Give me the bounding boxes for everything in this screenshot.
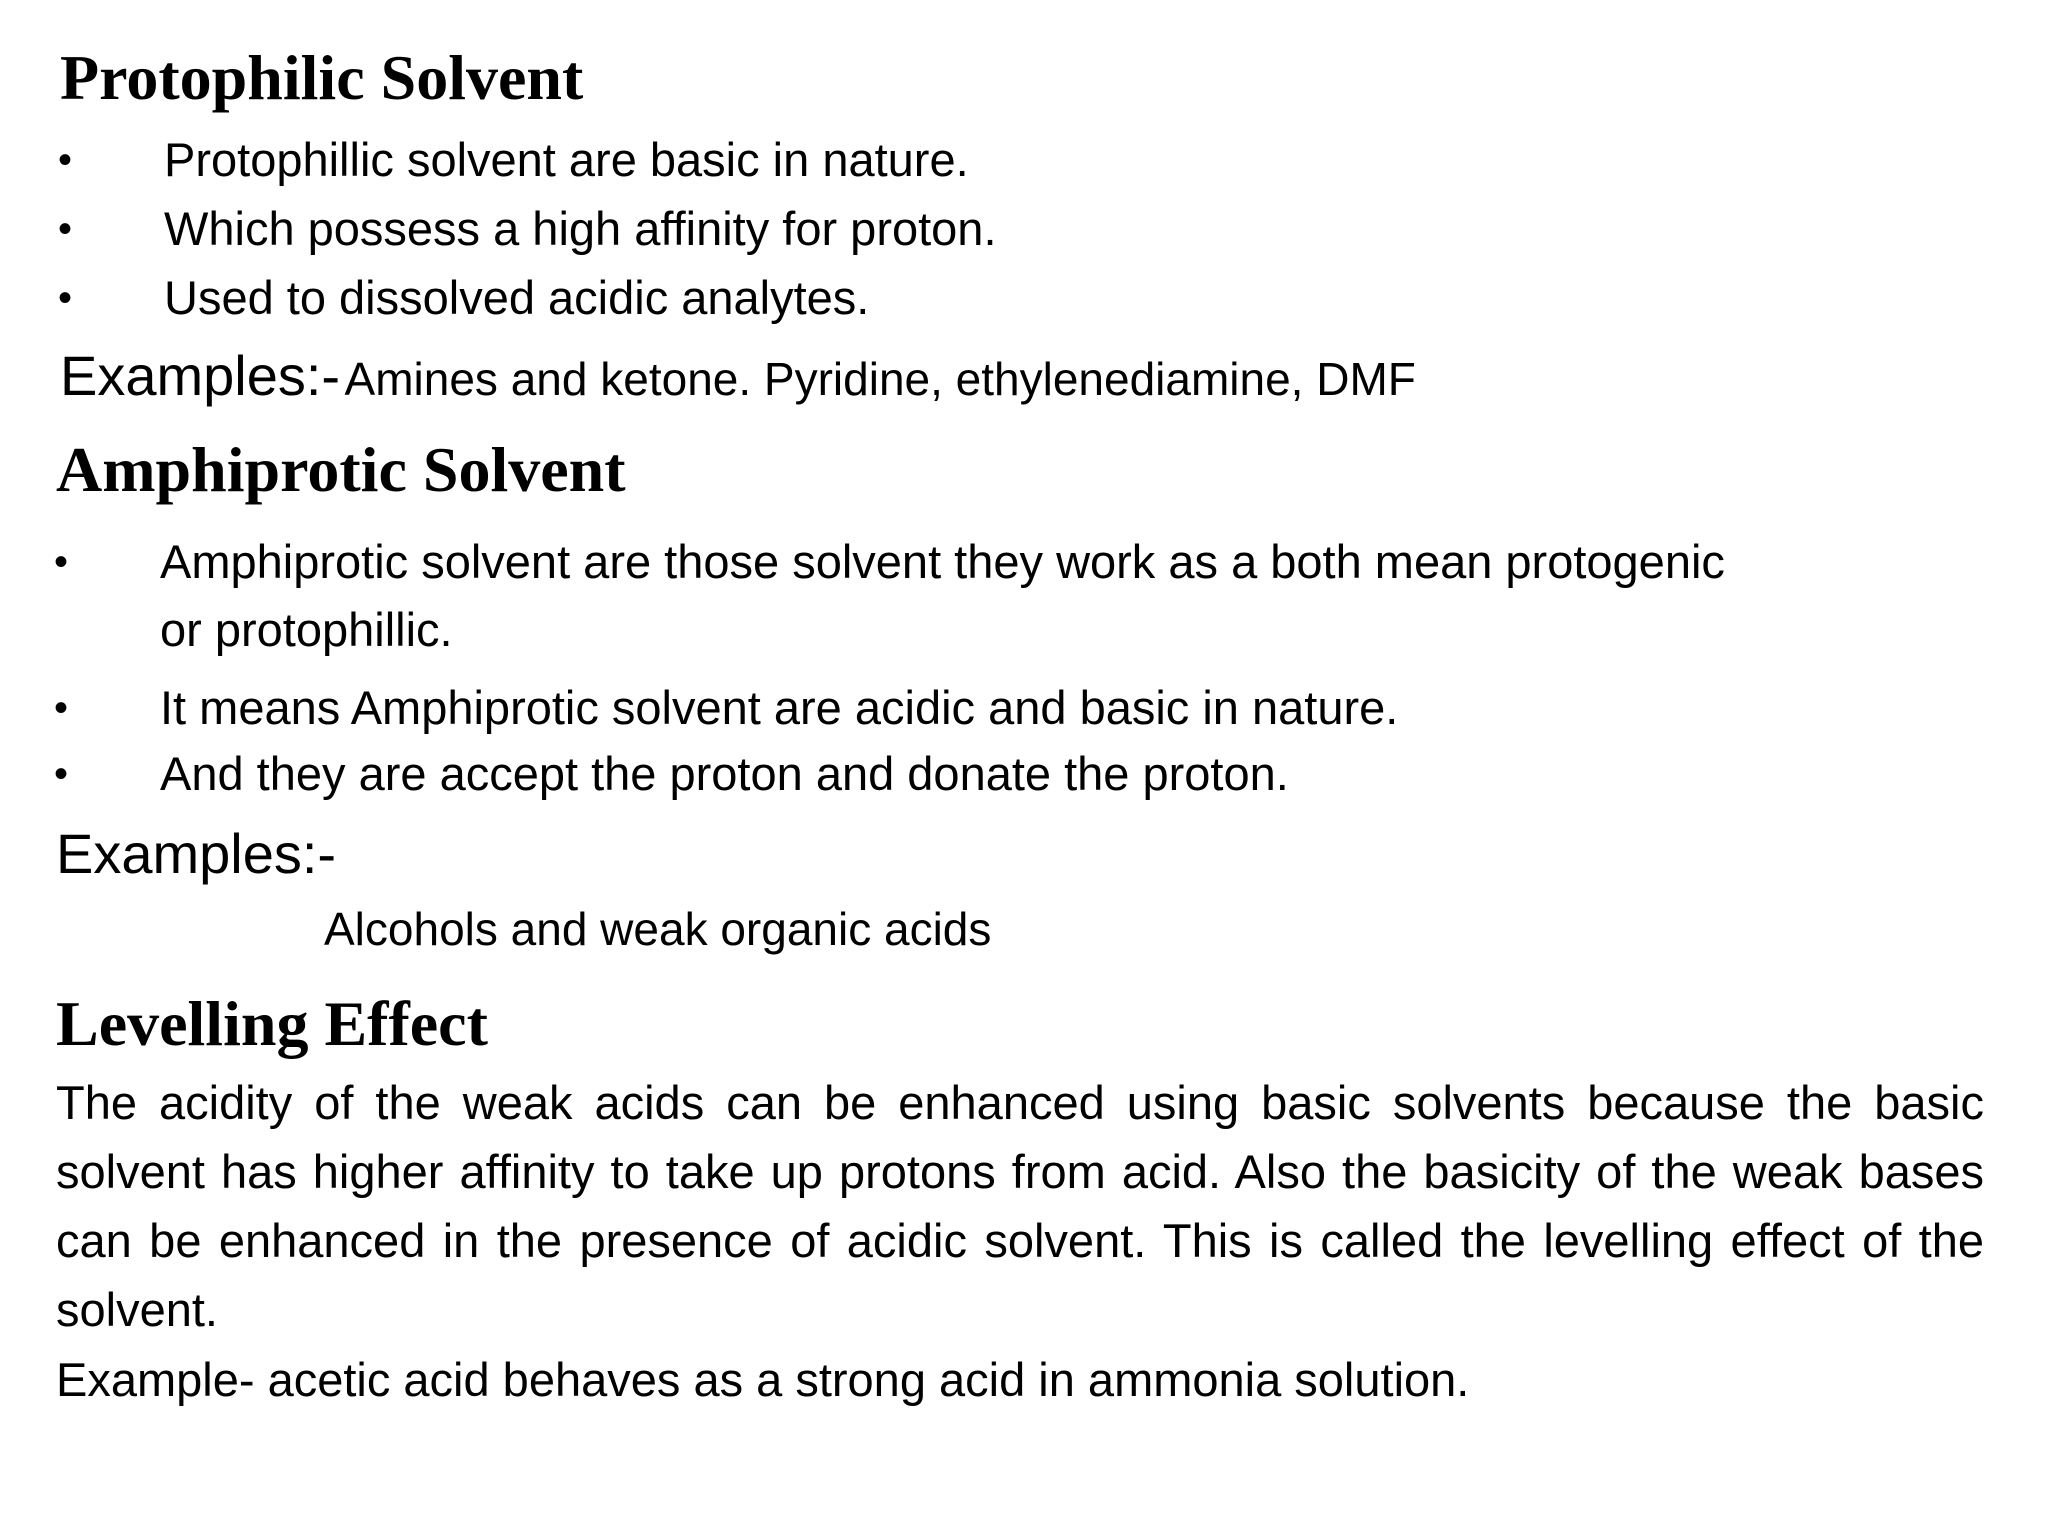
bullet-text: Protophillic solvent are basic in nature. xyxy=(164,133,969,186)
amphiprotic-heading: Amphiprotic Solvent xyxy=(56,434,626,505)
protophilic-heading: Protophilic Solvent xyxy=(60,42,584,113)
bullet-icon: • xyxy=(58,207,73,251)
bullet-icon: • xyxy=(58,138,73,182)
list-item xyxy=(54,674,1974,742)
bullet-text: Amphiprotic solvent are those solvent they work as a both mean protogenic xyxy=(160,535,1725,588)
examples-label: Examples:- xyxy=(56,822,337,885)
protophilic-examples xyxy=(60,344,1416,407)
bullet-icon: • xyxy=(54,752,69,796)
bullet-text: Which possess a high affinity for proton. xyxy=(164,202,997,255)
bullet-icon: • xyxy=(54,686,69,730)
bullet-icon: • xyxy=(54,540,69,584)
bullet-text: It means Amphiprotic solvent are acidic and basic in nature. xyxy=(160,681,1399,734)
bullet-text: Used to dissolved acidic analytes. xyxy=(164,271,870,324)
list-item xyxy=(58,264,1958,332)
examples-text: Amines and ketone. Pyridine, ethylenediamine, DMF xyxy=(344,353,1416,405)
bullet-icon: • xyxy=(58,276,73,320)
examples-text: Alcohols and weak organic acids xyxy=(324,903,992,955)
bullet-text-continued: or protophillic. xyxy=(160,603,453,656)
examples-label: Examples:- xyxy=(60,344,341,407)
bullet-text: And they are accept the proton and donate the proton. xyxy=(160,747,1289,800)
list-item xyxy=(58,126,1958,194)
levelling-paragraph: The acidity of the weak acids can be enhanced using basic solvents because the basic solvent has higher affinity to take up protons from acid. Also the basicity of the weak bases can be enhanced in the presence of acidic solvent. This is called the levelling effect of the solvent. xyxy=(56,1076,1984,1336)
list-item xyxy=(58,195,1958,263)
levelling-example: Example- acetic acid behaves as a strong acid in ammonia solution. xyxy=(56,1353,1470,1406)
amphiprotic-examples xyxy=(56,822,337,885)
list-item xyxy=(54,528,1974,664)
amphiprotic-examples-text xyxy=(324,903,992,955)
levelling-heading: Levelling Effect xyxy=(56,988,488,1059)
list-item xyxy=(54,740,1974,808)
